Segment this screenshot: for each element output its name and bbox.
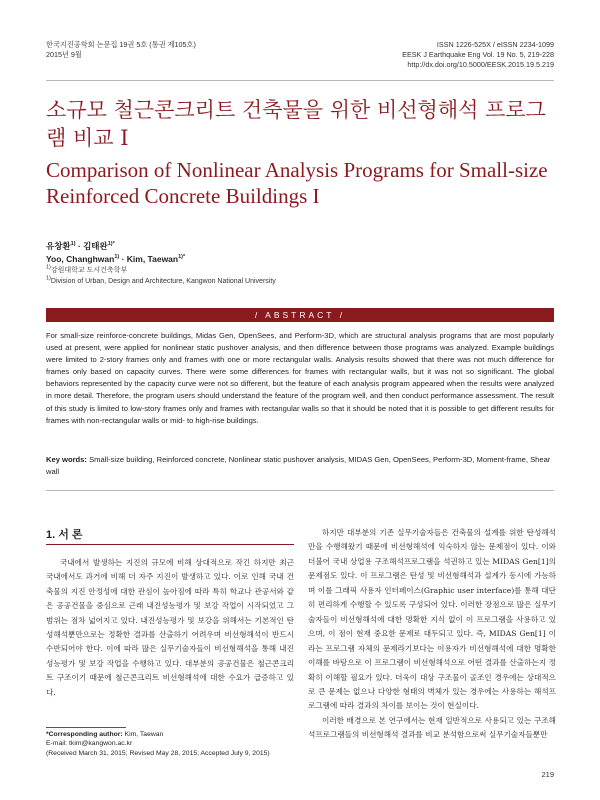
title-english: Comparison of Nonlinear Analysis Programs for Small-size Reinforced Concrete Buildings I — [46, 158, 548, 208]
title-korean: 소규모 철근콘크리트 건축물을 위한 비선형해석 프로그램 비교 I — [46, 98, 546, 150]
corresponding-author-name: Kim, Taewan — [122, 731, 164, 738]
corresponding-author-line — [46, 730, 296, 739]
intro-paragraph-2: 하지만 대부분의 기존 실무기술자들은 건축물의 설계를 위한 탄성해석만을 수행해왔기 때문에 비선형해석에 익숙하지 않는 문제점이 있다. 이와 더불어 국내 상업용 구조해석프로그램을 석권하고 있는 MIDAS Gen[1]의 문제점도 있다. 이 프로그램은 탄성 및 비선형해석과 설계가 동시에 가능하며 이를 그래픽 사용자 인터페이스(Graphic user interface)를 통해 대단히 편리하게 수행할 수 있도록 구성되어 있다. 이러한 장점으로 많은 실무기술자들이 비선형해석에 대한 명확한 지식 없이 이 프로그램을 사용하고 있으며, 이 점이 현재 중요한 문제로 대두되고 있다. 즉, MIDAS Gen[1] 이라는 프로그램 자체의 문제라기보다는 이용자가 비선형해석에 대한 명확한 이해를 바탕으로 이 프로그램이 비선형해석으로 어떤 결과를 산출하는지 정확히 이해할 필요가 있다. 더욱이 대상 구조물이 골조인 경우에는 상대적으로 큰 문제는 없으나 다양한 형태의 벽체가 있는 경우에는 사용하는 해석프로그램에 따라 결과의 차이를 보이는 것이 현실이다. — [308, 528, 556, 711]
affiliation-english-text: Division of Urban, Design and Architecture, Kangwon National University — [50, 278, 276, 285]
footnote — [46, 730, 296, 758]
author-2-english-sup: 1)* — [178, 254, 186, 261]
received-dates: (Received March 31, 2015; Revised May 28, 2015; Accepted July 9, 2015) — [46, 749, 270, 757]
abstract-text: For small-size reinforce-concrete buildings, Midas Gen, OpenSees, and Perform-3D, which are structural analysis programs that are most popularly used at present, were applied for nonlinear static pushover analysis, and then difference between those programs was analyzed. Example buildings were limited to 2-story frames only and frames with one or more rectangular walls. Analysis results showed that there was not much difference for frames only based on capacity curves. There were some differences for frames with rectangular walls, but it was not so significant. The global behaviors represented by the capacity curve were not so different, but the feature of each analysis program appeared when the results were analyzed in more detail. Therefore, the program users should understand the feature of the program well, and then conduct performance assessment. The result of this study is limited to low-story frames only and frames with rectangular walls so that it should be noted that it is possible to get different results for frames with non-rectangular walls or mid- to high-rise buildings. — [46, 331, 554, 425]
author-2-english: Kim, Taewan — [126, 254, 179, 264]
author-2-korean-sup: 1)* — [107, 241, 115, 248]
keywords — [46, 454, 554, 478]
email-line: E-mail: tkim@kangwon.ac.kr — [46, 740, 133, 748]
section-heading-rule — [46, 544, 294, 545]
doi-link[interactable]: http://dx.doi.org/10.5000/EESK.2015.19.5.219 — [407, 60, 554, 69]
issn-line: ISSN 1226-525X / eISSN 2234-1099 — [436, 40, 554, 49]
keywords-label: Key words: — [46, 455, 87, 464]
section-heading: 1. 서 론 — [46, 529, 83, 541]
authors-korean — [46, 240, 115, 252]
issue-date: 2015년 9월 — [46, 50, 82, 59]
author-1-english-sup: 1) — [114, 254, 120, 261]
author-2-korean: 김태완 — [83, 241, 108, 251]
author-separator: · — [75, 241, 84, 251]
header-divider — [46, 80, 554, 81]
journal-header-right — [402, 40, 554, 70]
intro-paragraph-1: 국내에서 발생하는 지진의 규모에 비해 상대적으로 작긴 하지만 최근 국내에서도 과거에 비해 더 자주 지진이 발생하고 있다. 이로 인해 국내 건축물의 지진 안정성에 대한 관심이 높아짐에 따라 특히 학교나 관공서와 같은 공공건물을 중심으로 근래 내진성능평가 및 보강 작업이 시작되었고 그 범위는 점차 넓어지고 있다. 내진성능평가 및 보강을 위해서는 기본적인 탄성해석뿐만으로는 정확한 결과를 산출하기 어려우며 비선형해석이 반드시 수반되어야 한다. 이에 따라 많은 실무기술자들이 비선형해석을 통해 내진성능평가 및 보강 작업을 수행하고 있다. 대부분의 공공건물은 철근콘크리트 구조이기 때문에 철근콘크리트 비선형해석에 대한 수요가 급증하고 있다. — [46, 558, 294, 697]
keywords-list: Small-size building, Reinforced concrete, Nonlinear static pushover analysis, MIDAS Gen, OpenSees, Perform-3D, Moment-frame, Shear wall — [46, 455, 551, 477]
affiliation-korean — [46, 266, 127, 276]
affiliation-english-sup: 1) — [46, 275, 51, 282]
affiliation-english — [46, 277, 276, 287]
corresponding-author-label: *Corresponding author: — [46, 731, 123, 738]
abstract-heading: / ABSTRACT / — [46, 308, 554, 322]
abstract-divider — [46, 490, 554, 491]
page-number: 219 — [541, 770, 554, 779]
author-1-korean-sup: 1) — [70, 241, 76, 248]
affiliation-korean-text: 강원대학교 도시건축학부 — [50, 267, 128, 274]
author-1-english: Yoo, Changhwan — [46, 254, 115, 264]
right-column — [308, 526, 556, 743]
author-separator: · — [119, 254, 127, 264]
journal-header-left — [46, 40, 196, 60]
footnote-divider — [46, 727, 126, 728]
journal-name: 한국지진공학회 논문집 19권 5호 (통권 제105호) — [46, 40, 196, 49]
journal-volume-line: EESK J Earthquake Eng Vol. 19 No. 5, 219-228 — [402, 50, 554, 59]
author-1-korean: 유창환 — [46, 241, 71, 251]
authors-english — [46, 254, 185, 264]
intro-paragraph-3: 이러한 배경으로 본 연구에서는 현재 일반적으로 사용되고 있는 구조해석프로그램들의 비선형해석 결과를 비교 분석함으로써 실무기술자들뿐만 — [308, 715, 556, 740]
affiliation-korean-sup: 1) — [46, 264, 51, 271]
